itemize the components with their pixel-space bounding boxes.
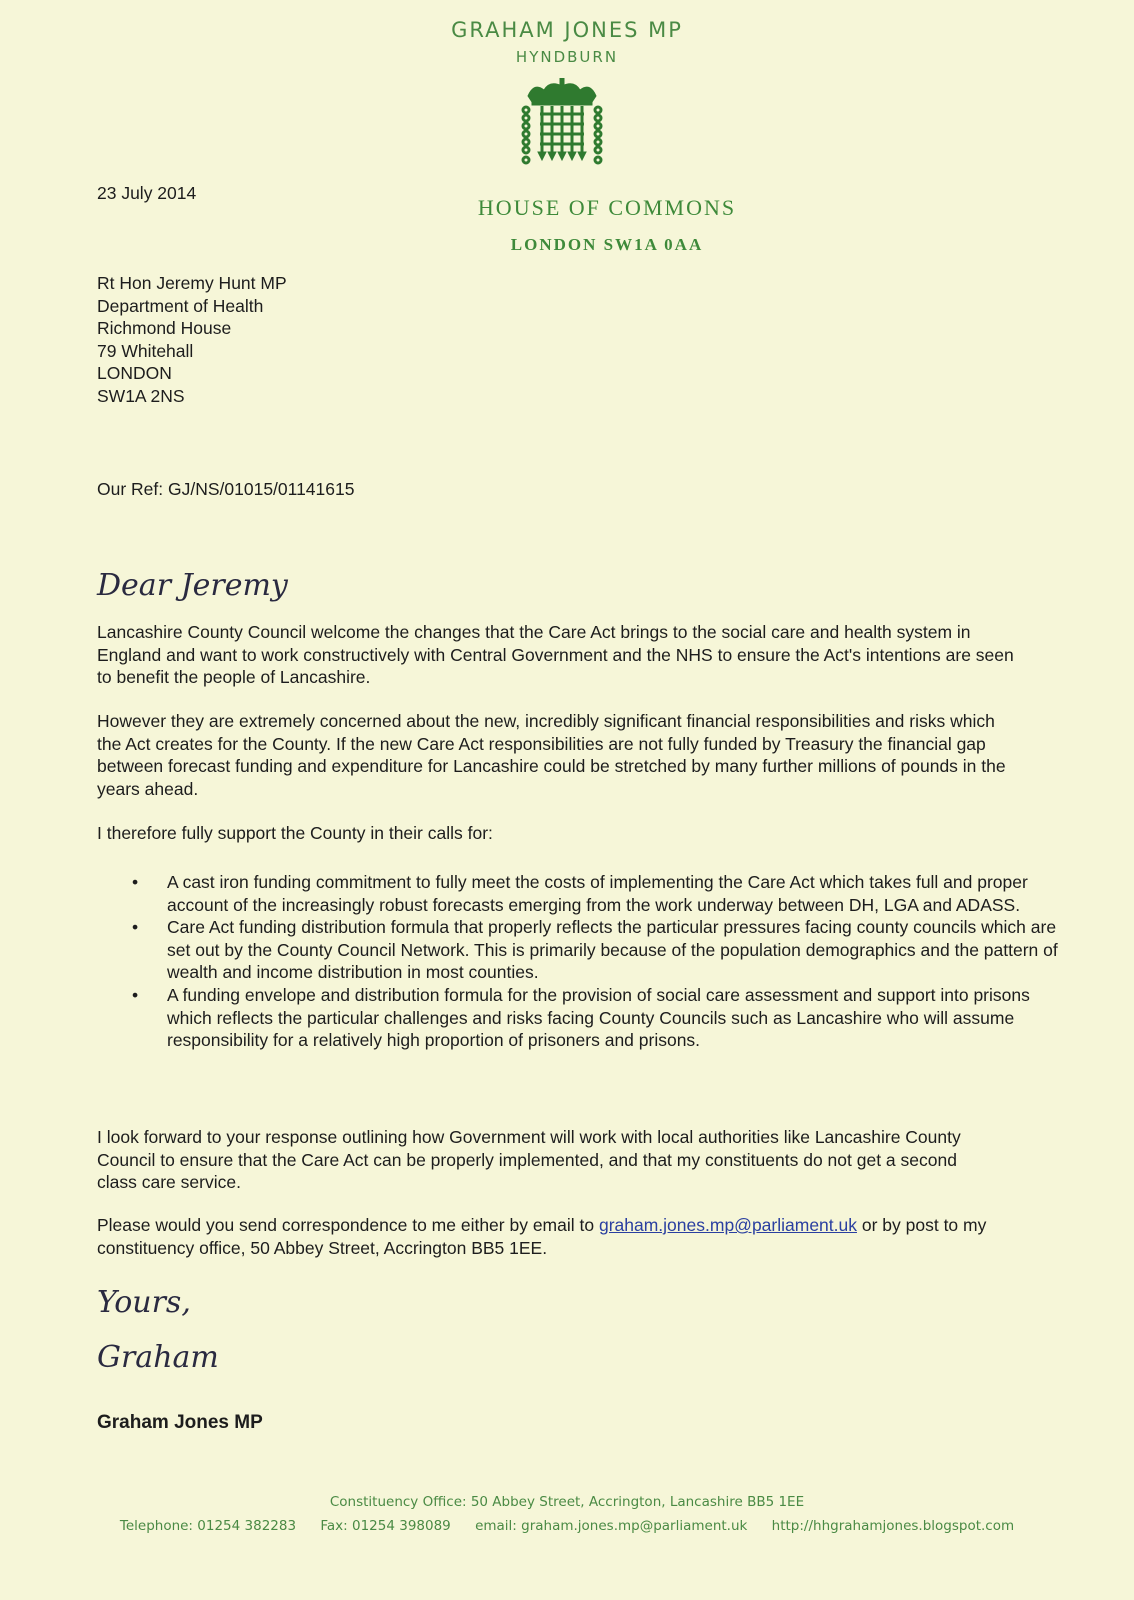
footer-email: email: graham.jones.mp@parliament.uk — [475, 1518, 748, 1534]
footer-office: Constituency Office: 50 Abbey Street, Accrington, Lancashire BB5 1EE — [329, 1494, 805, 1510]
contact-text: or by post to my constituency office, 50 Abbey Street, Accrington BB5 1EE. — [97, 1215, 987, 1258]
contact-paragraph — [97, 1214, 997, 1259]
letter-date: 23 July 2014 — [97, 183, 197, 203]
bullet-item: • A cast iron funding commitment to fully meet the costs of implementing the Care Act which takes full and proper account of the increasingly robust forecasts emerging from the work underway between DH, LGA and ADASS. — [167, 871, 1077, 916]
recipient-line: Richmond House — [97, 318, 232, 339]
recipient-line: SW1A 2NS — [97, 385, 185, 406]
footer-website: http://hhgrahamjones.blogspot.com — [771, 1518, 1015, 1534]
recipient-line: 79 Whitehall — [97, 340, 194, 361]
letterhead-address: LONDON SW1A 0AA — [510, 235, 704, 254]
reference: Our Ref: GJ/NS/01015/01141615 — [97, 479, 355, 499]
letterhead-house: HOUSE OF COMMONS — [477, 195, 737, 220]
bullet-item: • Care Act funding distribution formula that properly reflects the particular pressures facing county councils which are set out by the County Council Network. This is primarily because of the population demographics and the pattern of wealth and income distribution in most counties. — [167, 916, 1077, 984]
paragraph: However they are extremely concerned about the new, incredibly significant financial responsibilities and risks which the Act creates for the County. If the new Care Act responsibilities are not fully funded by Treasury the financial gap between forecast funding and expenditure for Lancashire could be stretched by many further millions of pounds in the years ahead. — [97, 711, 1006, 799]
footer-contacts — [0, 1518, 1134, 1534]
signoff-handwritten: Yours, — [97, 1285, 191, 1320]
signatory-name: Graham Jones MP — [97, 1412, 263, 1433]
paragraph: Lancashire County Council welcome the changes that the Care Act brings to the social care and health system in England and want to work constructively with Central Government and the NHS to ensure the Act's intentions are seen to benefit the people of Lancashire. — [97, 622, 1014, 688]
footer-fax: Fax: 01254 398089 — [320, 1518, 451, 1534]
letterhead-name: GRAHAM JONES MP — [451, 18, 683, 42]
paragraph: I therefore fully support the County in their calls for: — [97, 823, 493, 843]
letterhead-constituency: HYNDBURN — [515, 48, 619, 66]
email-link[interactable]: graham.jones.mp@parliament.uk — [598, 1215, 857, 1235]
recipient-line: Rt Hon Jeremy Hunt MP — [97, 273, 287, 293]
recipient-address — [97, 272, 287, 408]
bullet-item: • A funding envelope and distribution formula for the provision of social care assessment and support into prisons which reflects the particular challenges and risks facing County Councils such as Lancashire who will assume responsibility for a relatively high proportion of prisoners and prisons. — [167, 984, 1077, 1052]
bullet-list — [97, 871, 1077, 1052]
paragraph: I look forward to your response outlining how Government will work with local authorities like Lancashire County Council to ensure that the Care Act can be properly implemented, and that my constituents do not get a second class care service. — [97, 1127, 961, 1193]
signature-handwritten: Graham — [97, 1340, 219, 1375]
contact-text: Please would you send correspondence to me either by email to — [97, 1215, 599, 1235]
recipient-line: LONDON — [97, 363, 172, 384]
footer-telephone: Telephone: 01254 382283 — [119, 1518, 297, 1534]
salutation-handwritten: Dear Jeremy — [97, 568, 288, 603]
recipient-line: Department of Health — [97, 295, 264, 316]
portcullis-crest-icon — [520, 78, 604, 168]
